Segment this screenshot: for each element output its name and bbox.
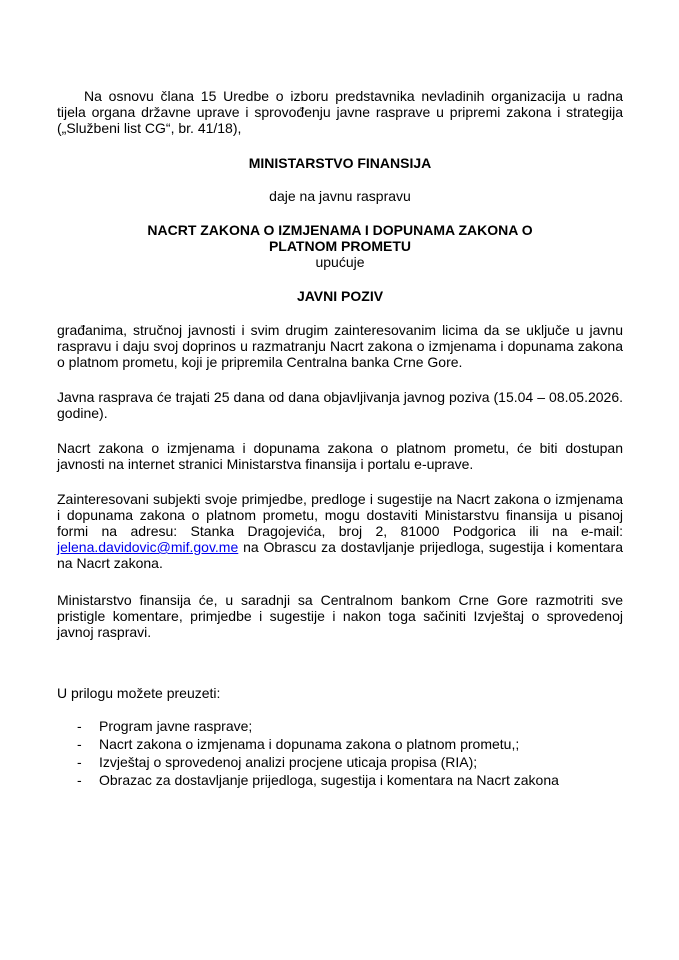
paragraph-submission (57, 491, 623, 571)
list-dash: - (77, 718, 82, 734)
paragraph-availability: Nacrt zakona o izmjenama i dopunama zakona o platnom prometu, će biti dostupan javnosti na internet stranici Ministarstva finansija i portalu e-uprave. (57, 440, 623, 472)
submission-text: Zainteresovani subjekti svoje primjedbe, predloge i sugestije na Nacrt zakona o izmjenama i dopunama zakona o platnom prometu, mogu dostaviti Ministarstvu finansija u pisanoj formi na adresu: Stanka Dragojevića, broj 2, 81000 Podgorica ili na e-mail: (57, 491, 623, 539)
call-title: JAVNI POZIV (296, 288, 384, 304)
attachment-item[interactable] (57, 718, 623, 736)
attachments-intro: U prilogu možete preuzeti: (57, 685, 221, 701)
attachment-label: Izvještaj o sprovedenoj analizi procjene uticaja propisa (RIA); (99, 754, 478, 770)
email-link[interactable]: jelena.davidovic@mif.gov.me (57, 539, 239, 555)
law-title-line-2: PLATNOM PROMETU (268, 238, 412, 254)
list-dash: - (77, 754, 82, 770)
attachment-item[interactable] (57, 736, 623, 754)
paragraph-invitation: građanima, stručnoj javnosti i svim drugim zainteresovanim licima da se uključe u javnu raspravu i daju svoj doprinos u razmatranju Nacrt zakona o izmjenama i dopunama zakona o platnom prometu, koji je pripremila Centralna banka Crne Gore. (57, 322, 623, 370)
attachment-item[interactable] (57, 772, 623, 790)
submission-text-end: na Obrascu za dostavljanje prijedloga, sugestija i komentara na Nacrt zakona. (57, 539, 623, 571)
paragraph-duration: Javna rasprava će trajati 25 dana od dana objavljivanja javnog poziva (15.04 – 08.05.2026. godine). (57, 389, 623, 421)
attachment-item[interactable] (57, 754, 623, 772)
gives-line: daje na javnu raspravu (269, 188, 411, 204)
list-dash: - (77, 772, 82, 788)
law-title-line-1: NACRT ZAKONA O IZMJENAMA I DOPUNAMA ZAKONA O (147, 222, 533, 238)
paragraph-review: Ministarstvo finansija će, u saradnji sa Centralnom bankom Crne Gore razmotriti sve pristigle komentare, primjedbe i sugestije i nakon toga sačiniti Izvještaj o sprovedenoj javnoj raspravi. (57, 592, 623, 640)
intro-paragraph: Na osnovu člana 15 Uredbe o izboru predstavnika nevladinih organizacija u radna tijela organa državne uprave i sprovođenju javne rasprave u pripremi zakona i strategija („Službeni list CG“, br. 41/18), (57, 88, 623, 136)
attachment-label: Obrazac za dostavljanje prijedloga, sugestija i komentara na Nacrt zakona (99, 772, 559, 788)
upucuje-line: upućuje (315, 254, 365, 270)
attachment-label: Program javne rasprave; (99, 718, 253, 734)
attachments-list (57, 718, 623, 790)
list-dash: - (77, 736, 82, 752)
ministry-heading: MINISTARSTVO FINANSIJA (248, 155, 432, 171)
attachment-label: Nacrt zakona o izmjenama i dopunama zakona o platnom prometu,; (99, 736, 520, 752)
